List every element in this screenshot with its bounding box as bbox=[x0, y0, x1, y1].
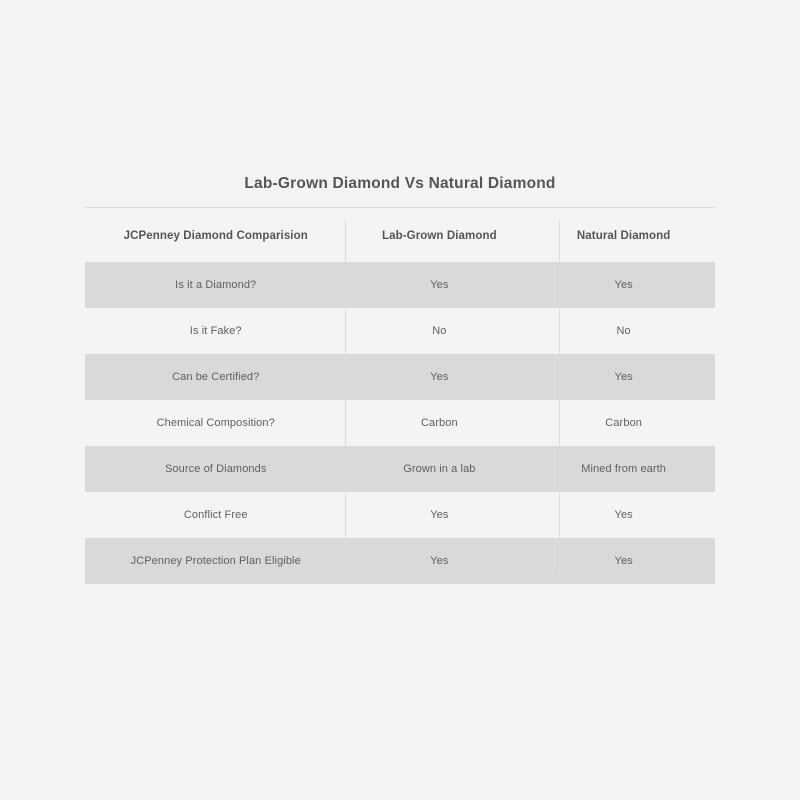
cell-lab-grown: Yes bbox=[346, 262, 532, 308]
table-header-row bbox=[85, 208, 715, 262]
column-header-natural: Natural Diamond bbox=[576, 230, 671, 242]
cell-natural: Yes bbox=[532, 262, 715, 308]
column-header-lab-grown: Lab-Grown Diamond bbox=[381, 230, 497, 242]
page-title: Lab-Grown Diamond Vs Natural Diamond bbox=[85, 175, 715, 208]
table-row bbox=[85, 308, 715, 354]
cell-feature: Is it Fake? bbox=[189, 325, 242, 337]
cell-lab-grown: Yes bbox=[430, 509, 449, 521]
table-row bbox=[85, 400, 715, 446]
cell-lab-grown: Carbon bbox=[421, 417, 458, 429]
cell-feature: JCPenney Protection Plan Eligible bbox=[85, 538, 346, 584]
cell-lab-grown: Grown in a lab bbox=[346, 446, 532, 492]
cell-lab-grown: No bbox=[432, 325, 447, 337]
cell-lab-grown: Yes bbox=[346, 538, 532, 584]
cell-feature: Is it a Diamond? bbox=[85, 262, 346, 308]
column-divider-1 bbox=[345, 221, 346, 573]
comparison-chart bbox=[85, 175, 715, 584]
table-body bbox=[85, 262, 715, 584]
table-row bbox=[85, 446, 715, 492]
table-row bbox=[85, 492, 715, 538]
cell-natural: Mined from earth bbox=[532, 446, 715, 492]
column-divider-2 bbox=[559, 221, 560, 573]
cell-natural: Yes bbox=[614, 509, 633, 521]
table-row bbox=[85, 354, 715, 400]
cell-feature: Can be Certified? bbox=[85, 354, 346, 400]
comparison-table bbox=[85, 208, 715, 584]
cell-lab-grown: Yes bbox=[346, 354, 532, 400]
column-header-feature: JCPenney Diamond Comparision bbox=[123, 230, 308, 242]
table-row bbox=[85, 538, 715, 584]
cell-natural: No bbox=[616, 325, 631, 337]
table-row bbox=[85, 262, 715, 308]
cell-feature: Source of Diamonds bbox=[85, 446, 346, 492]
cell-feature: Chemical Composition? bbox=[156, 417, 275, 429]
cell-natural: Yes bbox=[532, 538, 715, 584]
cell-natural: Yes bbox=[532, 354, 715, 400]
cell-feature: Conflict Free bbox=[183, 509, 248, 521]
table-header bbox=[85, 208, 715, 262]
cell-natural: Carbon bbox=[605, 417, 642, 429]
